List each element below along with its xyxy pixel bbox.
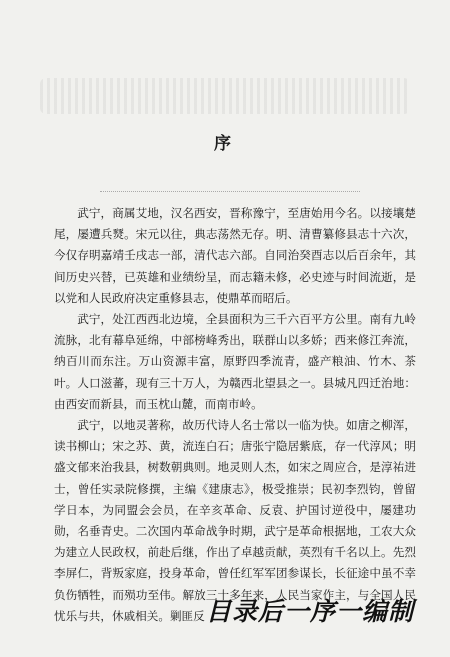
page-title: 序 bbox=[214, 134, 233, 154]
body-text bbox=[54, 203, 416, 627]
paragraph: 武宁，处江西西北边境，全县面积为三千六百平方公里。南有九岭流脉，北有幕阜延绵，中部榜峰秀出，联群山以多娇；西来修江奔流，纳百川而东注。万山资源丰富，原野四季流青，盛产粮油、竹木、茶叶。人口滋蕃，现有三十万人，为赣西北望县之一。县城凡四迁治地：由西安而新县，而玉枕山麓，而南市岭。 bbox=[54, 312, 416, 411]
paragraph: 武宁，商属艾地，汉名西安，晋称豫宁，至唐始用今名。以接壤楚尾，屡遭兵燹。宋元以往，典志荡然无存。明、清曹纂修县志十六次，今仅存明嘉靖壬戌志一部，清代志六部。自同治癸酉志以后百余年，其间历史兴替，已英雄和业绩纷呈，而志籍未修，必史迹与时间流逝，是以党和人民政府决定重修县志，使鼎革而昭后。 bbox=[54, 206, 416, 305]
divider bbox=[100, 185, 360, 192]
bleed-through-mark bbox=[40, 78, 410, 114]
handwritten-note: 目录后一序一编制 bbox=[206, 597, 415, 626]
paragraph: 武宁，以地灵著称，故历代诗人名士常以一临为快。如唐之柳浑，读书柳山；宋之苏、黄，流连白石；唐张宁隐居紫底，存一代淳风；明盛文郁来治我县，树数朝典则。地灵则人杰，如宋之周应合，是淳祐进士，曾任实录院修撰，主编《建康志》，极受推崇；民初李烈钧，曾留学日本，为同盟会会员，在辛亥革命、反袁、护国讨逆役中，屡建功勋，名垂青史。二次国内革命战争时期，武宁是革命根据地，工农大众为建立人民政权，前赴后继，作出了卓越贡献，英烈有千名以上。先烈李屏仁，背叛家庭，投身革命，曾任红军军团参谋长，长征途中虽不幸负伤牺牲，而殒功至伟。解放三十多年来，人民当家作主，与全国人民忧乐与共，休戚相关。剿匪反 bbox=[54, 418, 416, 623]
